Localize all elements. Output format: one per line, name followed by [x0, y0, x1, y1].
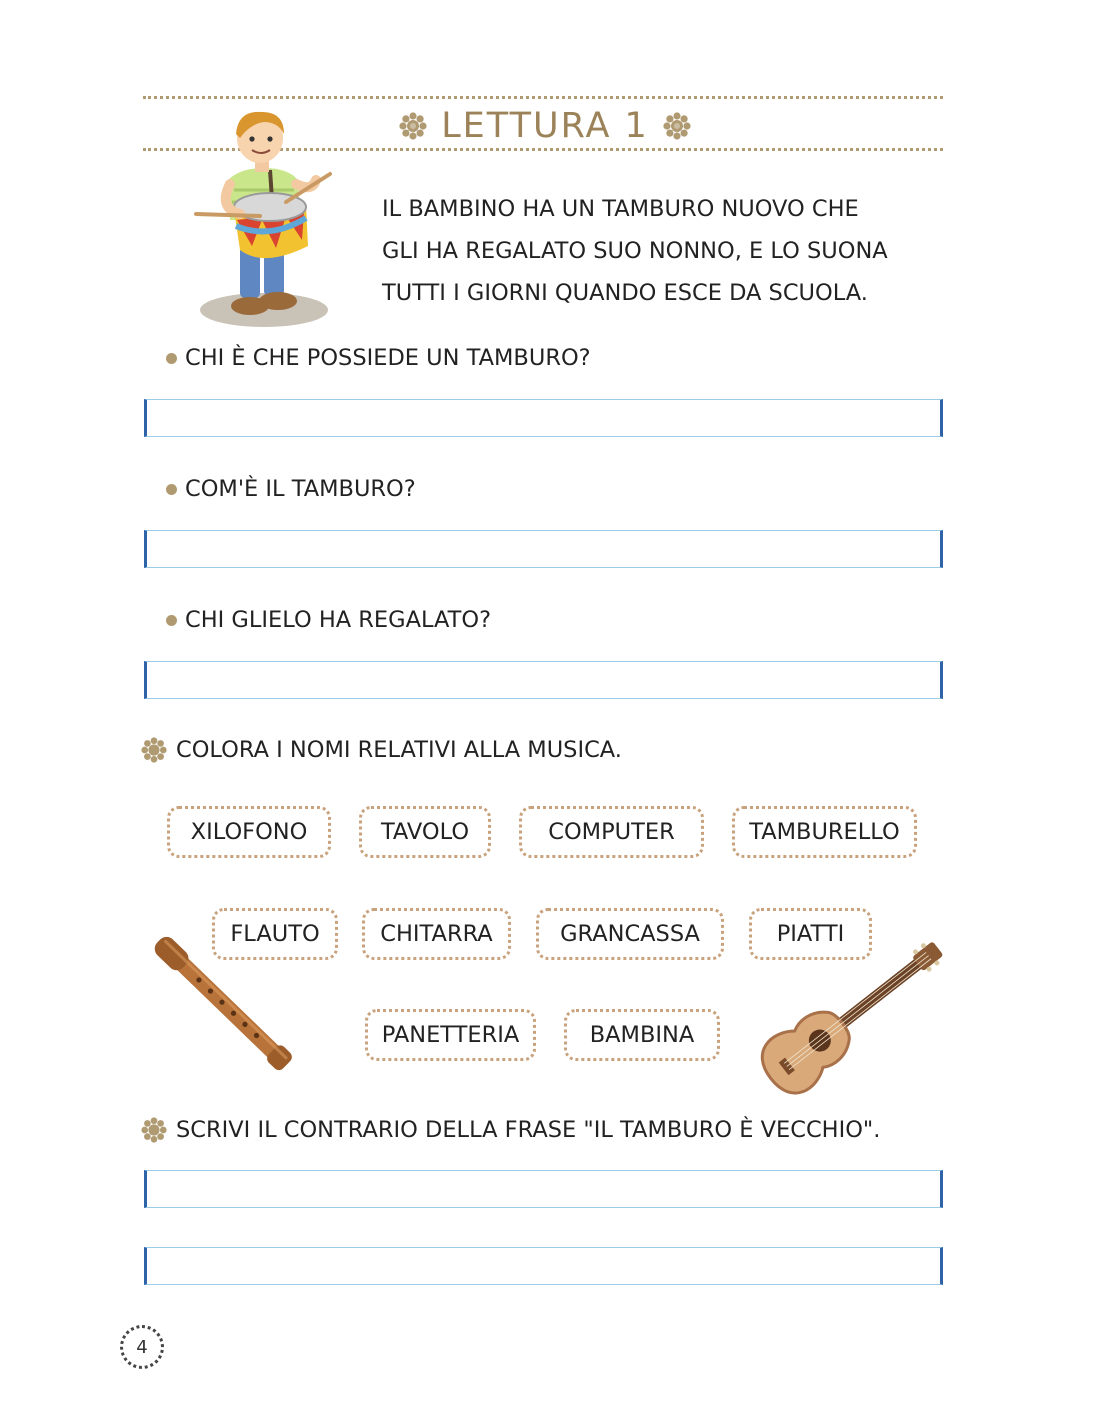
question-3 — [166, 603, 491, 637]
title-text: LETTURA 1 — [441, 106, 649, 146]
word-box-bambina[interactable]: BAMBINA — [564, 1009, 720, 1061]
question-3-text: CHI GLIELO HA REGALATO? — [185, 607, 492, 633]
word-box-flauto[interactable]: FLAUTO — [212, 908, 338, 960]
instruction-opposite-sentence-text: SCRIVI IL CONTRARIO DELLA FRASE "IL TAMBURO È VECCHIO". — [176, 1117, 881, 1143]
flower-icon — [399, 112, 427, 140]
page-number — [120, 1325, 164, 1369]
intro-line: TUTTI I GIORNI QUANDO ESCE DA SCUOLA. — [382, 280, 868, 306]
question-1-text: CHI È CHE POSSIEDE UN TAMBURO? — [185, 345, 591, 371]
page-number-text: 4 — [136, 1336, 148, 1358]
flower-icon — [141, 737, 167, 763]
dot-bullet-icon — [166, 484, 177, 495]
recorder-flute-illustration — [140, 925, 305, 1085]
word-box-tavolo[interactable]: TAVOLO — [359, 806, 491, 858]
dot-bullet-icon — [166, 615, 177, 626]
word-box-xilofono[interactable]: XILOFONO — [167, 806, 331, 858]
word-box-computer[interactable]: COMPUTER — [519, 806, 704, 858]
question-2-text: COM'È IL TAMBURO? — [185, 476, 416, 502]
acoustic-guitar-illustration — [748, 928, 944, 1096]
answer-field-4[interactable] — [144, 1170, 943, 1208]
word-box-grancassa[interactable]: GRANCASSA — [536, 908, 724, 960]
instruction-color-words — [141, 733, 622, 767]
intro-paragraph — [382, 188, 952, 314]
dot-bullet-icon — [166, 353, 177, 364]
flower-icon — [141, 1117, 167, 1143]
answer-field-3[interactable] — [144, 661, 943, 699]
boy-drummer-illustration — [190, 108, 340, 333]
word-box-piatti[interactable]: PIATTI — [749, 908, 872, 960]
question-2 — [166, 472, 416, 506]
word-box-chitarra[interactable]: CHITARRA — [362, 908, 511, 960]
header-top-rule — [143, 96, 943, 99]
intro-line: IL BAMBINO HA UN TAMBURO NUOVO CHE — [382, 196, 859, 222]
instruction-color-words-text: COLORA I NOMI RELATIVI ALLA MUSICA. — [176, 737, 622, 763]
answer-field-2[interactable] — [144, 530, 943, 568]
instruction-opposite-sentence — [141, 1113, 880, 1147]
page-title — [380, 102, 710, 150]
intro-line: GLI HA REGALATO SUO NONNO, E LO SUONA — [382, 238, 888, 264]
word-box-tamburello[interactable]: TAMBURELLO — [732, 806, 917, 858]
answer-field-5[interactable] — [144, 1247, 943, 1285]
flower-icon — [663, 112, 691, 140]
question-1 — [166, 341, 591, 375]
word-box-panetteria[interactable]: PANETTERIA — [365, 1009, 536, 1061]
answer-field-1[interactable] — [144, 399, 943, 437]
